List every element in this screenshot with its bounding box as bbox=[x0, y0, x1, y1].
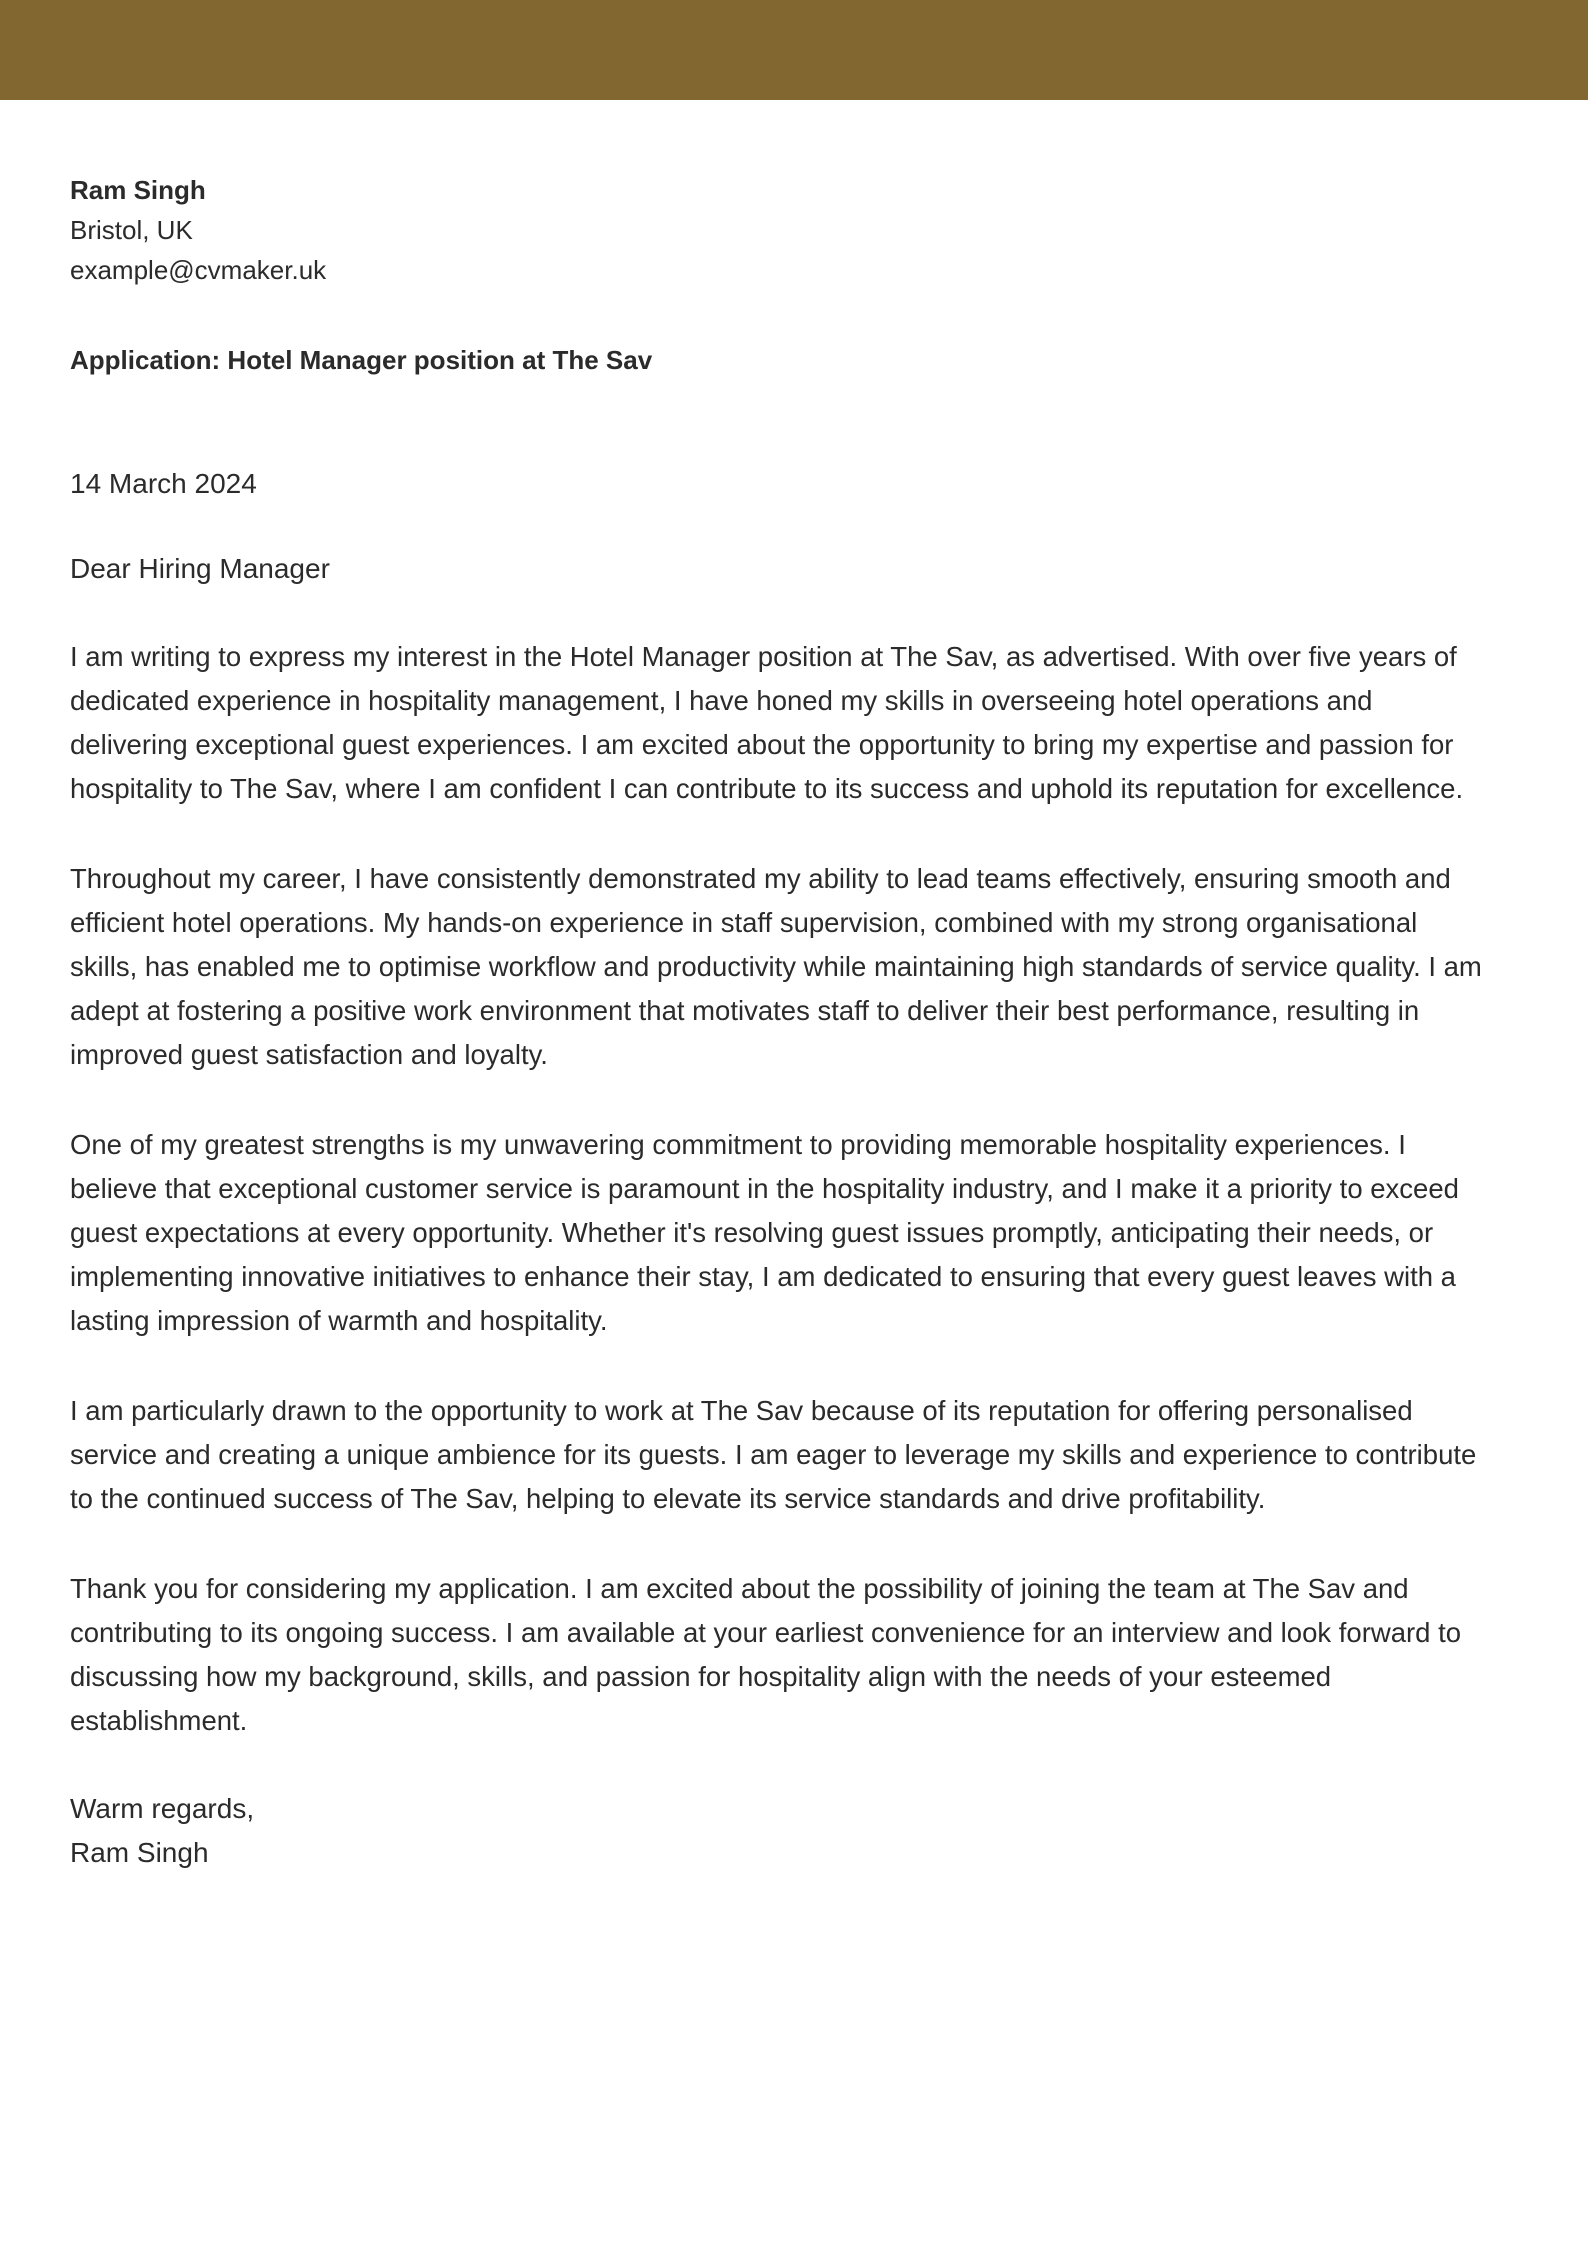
sender-name: Ram Singh bbox=[70, 175, 206, 205]
body-paragraph: One of my greatest strengths is my unwavering commitment to providing memorable hospitality experiences. I believe that exceptional customer service is paramount in the hospitality industry, and I make it a priority to exceed guest expectations at every opportunity. Whether it's resolving guest issues promptly, anticipating their needs, or implementing innovative initiatives to enhance their stay, I am dedicated to ensuring that every guest leaves with a lasting impression of warmth and hospitality. bbox=[70, 1129, 1459, 1336]
closing-block bbox=[70, 1787, 1490, 1875]
sender-location: Bristol, UK bbox=[70, 215, 193, 245]
sender-block bbox=[70, 170, 1490, 290]
signature: Ram Singh bbox=[70, 1837, 209, 1868]
letter-date: 14 March 2024 bbox=[70, 468, 257, 499]
body-paragraph: I am writing to express my interest in the Hotel Manager position at The Sav, as advertised. With over five years of dedicated experience in hospitality management, I have honed my skills in overseeing hotel operations and delivering exceptional guest experiences. I am excited about the opportunity to bring my expertise and passion for hospitality to The Sav, where I am confident I can contribute to its success and uphold its reputation for excellence. bbox=[70, 641, 1464, 804]
header-accent-bar bbox=[0, 0, 1588, 100]
cover-letter bbox=[70, 170, 1490, 1875]
signoff: Warm regards, bbox=[70, 1793, 255, 1824]
body-paragraph: I am particularly drawn to the opportunity to work at The Sav because of its reputation for offering personalised service and creating a unique ambience for its guests. I am eager to leverage my skills and experience to contribute to the continued success of The Sav, helping to elevate its service standards and drive profitability. bbox=[70, 1395, 1477, 1514]
letter-subject: Application: Hotel Manager position at The Sav bbox=[70, 345, 653, 375]
salutation: Dear Hiring Manager bbox=[70, 553, 330, 584]
body-paragraph: Throughout my career, I have consistently demonstrated my ability to lead teams effectively, ensuring smooth and efficient hotel operations. My hands-on experience in staff supervision, combined with my strong organisational skills, has enabled me to optimise workflow and productivity while maintaining high standards of service quality. I am adept at fostering a positive work environment that motivates staff to deliver their best performance, resulting in improved guest satisfaction and loyalty. bbox=[70, 863, 1482, 1070]
sender-email: example@cvmaker.uk bbox=[70, 255, 327, 285]
body-paragraph: Thank you for considering my application. I am excited about the possibility of joining the team at The Sav and contributing to its ongoing success. I am available at your earliest convenience for an interview and look forward to discussing how my background, skills, and passion for hospitality align with the needs of your esteemed establishment. bbox=[70, 1573, 1462, 1736]
